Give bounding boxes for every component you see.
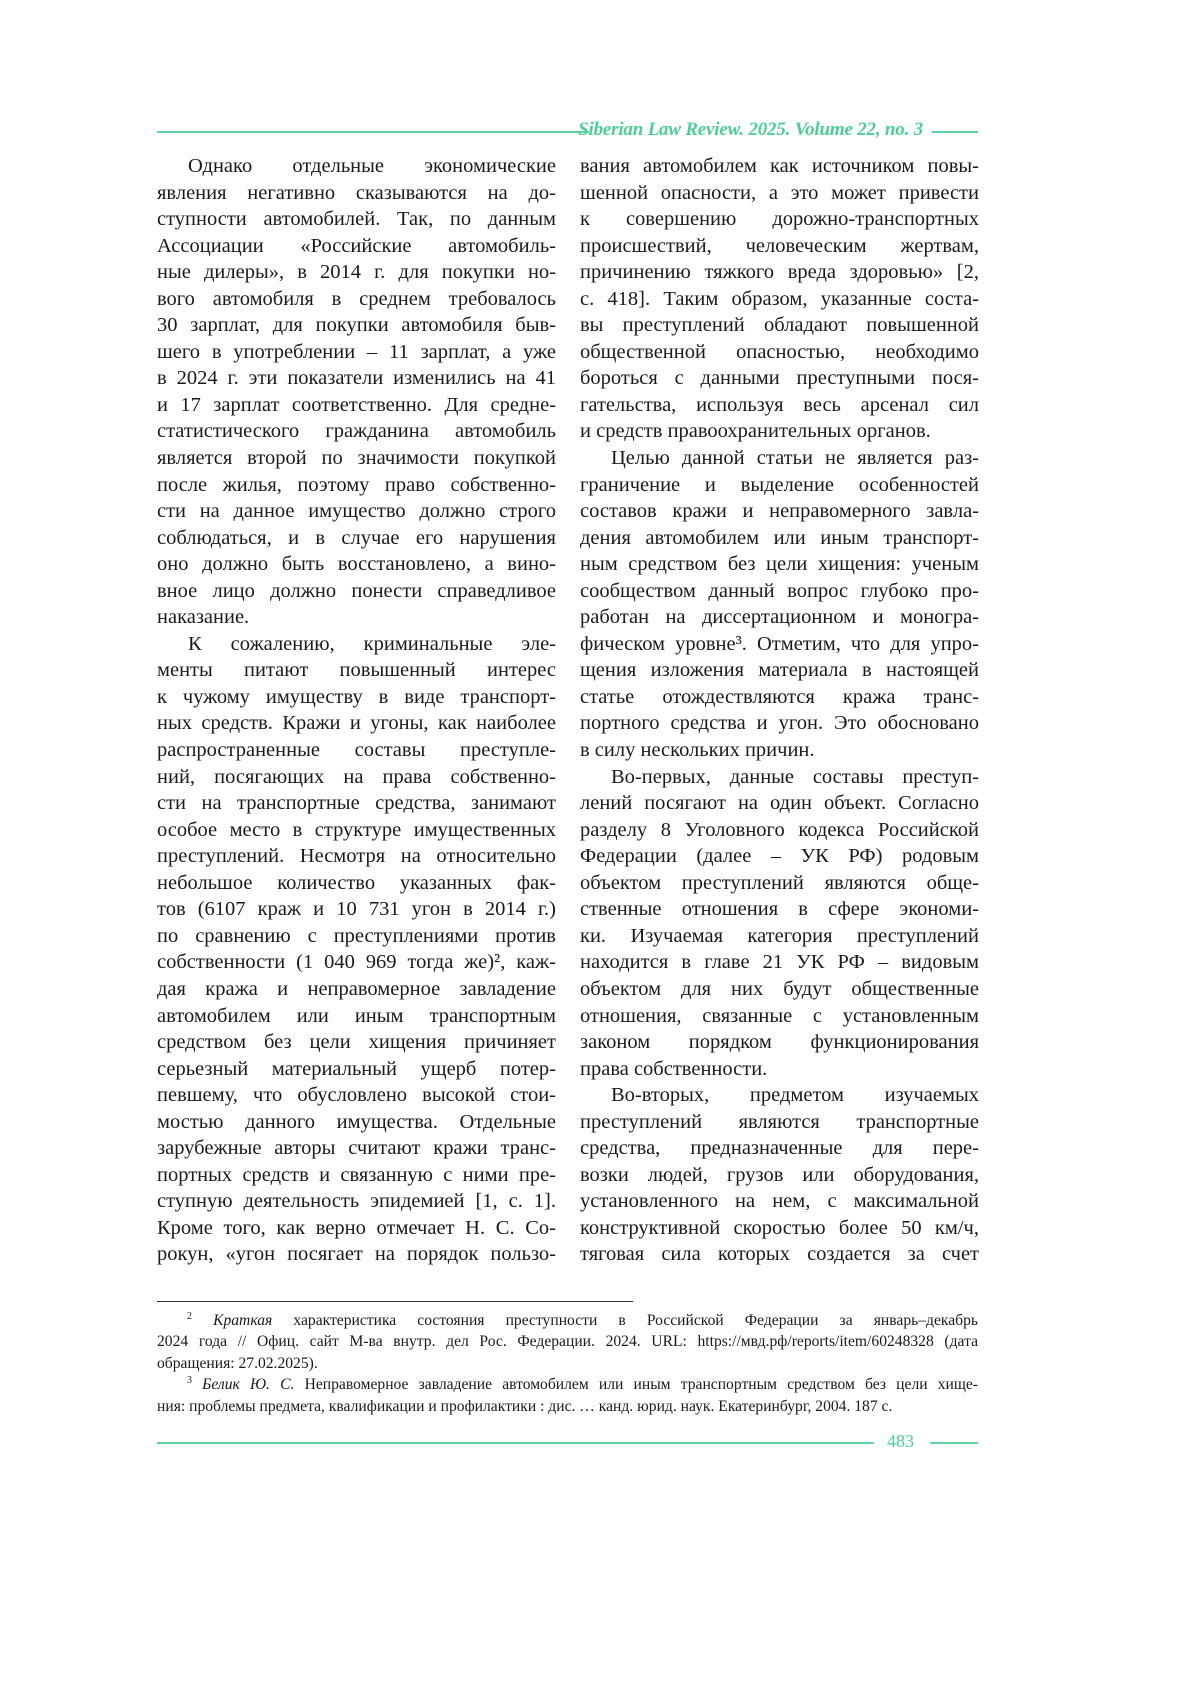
text-line: находится в главе 21 УК РФ – видовым <box>580 949 979 976</box>
text-line: ные дилеры», в 2014 г. для покупки но- <box>157 259 556 286</box>
header-rule-left <box>157 131 589 133</box>
running-header <box>157 119 978 143</box>
text-line: в силу нескольких причин. <box>580 737 979 764</box>
footnote-author: Белик Ю. С. <box>202 1376 294 1393</box>
footnote-line <box>157 1310 978 1331</box>
text-line: щения изложения материала в настоящей <box>580 657 979 684</box>
text-line: ным средством без цели хищения: ученым <box>580 551 979 578</box>
paragraph <box>580 1082 979 1268</box>
text-line: тяговая сила которых создается за счет <box>580 1241 979 1268</box>
page-number: 483 <box>887 1431 914 1452</box>
text-line: портных средств и связанную с ними пре- <box>157 1162 556 1189</box>
text-line: вы преступлений обладают повышенной <box>580 312 979 339</box>
paragraph <box>580 764 979 1083</box>
text-line: Во-первых, данные составы преступ- <box>580 764 979 791</box>
text-line: ки. Изучаемая категория преступлений <box>580 923 979 950</box>
text-line: статистического гражданина автомобиль <box>157 418 556 445</box>
text-line: установленного на нем, с максимальной <box>580 1188 979 1215</box>
text-line: автомобилем или иным транспортным <box>157 1003 556 1030</box>
left-text-column <box>157 153 556 1268</box>
text-line: Однако отдельные экономические <box>157 153 556 180</box>
text-line: Во-вторых, предметом изучаемых <box>580 1082 979 1109</box>
text-line: с. 418]. Таким образом, указанные соста- <box>580 286 979 313</box>
text-line: отношения, связанные с установленным <box>580 1003 979 1030</box>
text-line: небольшое количество указанных фак- <box>157 870 556 897</box>
text-line: вого автомобиля в среднем требовалось <box>157 286 556 313</box>
footnote-separator <box>157 1301 633 1302</box>
footnote-mark: 3 <box>187 1375 192 1386</box>
footnote <box>157 1374 978 1417</box>
paragraph <box>580 445 979 764</box>
text-line: преступлений. Несмотря на относительно <box>157 843 556 870</box>
text-line: объектом преступлений являются обще- <box>580 870 979 897</box>
footnote-mark: 2 <box>187 1311 192 1322</box>
text-line: особое место в структуре имущественных <box>157 817 556 844</box>
text-line: вания автомобилем как источником повы- <box>580 153 979 180</box>
text-line: явления негативно сказываются на до- <box>157 180 556 207</box>
text-line: происшествий, человеческим жертвам, <box>580 233 979 260</box>
text-line: шенной опасности, а это может привести <box>580 180 979 207</box>
text-line: ступную деятельность эпидемией [1, с. 1]. <box>157 1188 556 1215</box>
text-line: Федерации (далее – УК РФ) родовым <box>580 843 979 870</box>
text-line: дения автомобилем или иным транспорт- <box>580 525 979 552</box>
text-line: Ассоциации «Российские автомобиль- <box>157 233 556 260</box>
text-line: ступности автомобилей. Так, по данным <box>157 206 556 233</box>
text-line: и средств правоохранительных органов. <box>580 418 979 445</box>
paragraph <box>157 631 556 1268</box>
text-line: законом порядком функционирования <box>580 1029 979 1056</box>
text-line: зарубежные авторы считают кражи транс- <box>157 1135 556 1162</box>
footer-rule-left <box>157 1442 874 1444</box>
text-line: К сожалению, криминальные эле- <box>157 631 556 658</box>
footnotes <box>157 1310 978 1417</box>
text-line: конструктивной скоростью более 50 км/ч, <box>580 1215 979 1242</box>
text-line: тов (6107 краж и 10 731 угон в 2014 г.) <box>157 896 556 923</box>
text-line: права собственности. <box>580 1056 979 1083</box>
text-line: соблюдаться, и в случае его нарушения <box>157 525 556 552</box>
text-line: является второй по значимости покупкой <box>157 445 556 472</box>
text-line: общественной опасностью, необходимо <box>580 339 979 366</box>
text-line: гательства, используя весь арсенал сил <box>580 392 979 419</box>
footnote-line: 2024 года // Офиц. сайт М-ва внутр. дел Рос. Федерации. 2024. URL: https://мвд.рф/reports/item/60248328 (дата <box>157 1331 978 1352</box>
footnote-text: характеристика состояния преступности в Российской Федерации за январь–декабрь <box>272 1312 978 1329</box>
text-line: сти на транспортные средства, занимают <box>157 790 556 817</box>
paragraph <box>157 153 556 631</box>
text-line: ных средств. Кражи и угоны, как наиболее <box>157 710 556 737</box>
text-line: бороться с данными преступными пося- <box>580 365 979 392</box>
text-line: серьезный материальный ущерб потер- <box>157 1056 556 1083</box>
footnote-author: Краткая <box>213 1312 272 1329</box>
text-line: сти на данное имущество должно строго <box>157 498 556 525</box>
text-line: вное лицо должно понести справедливое <box>157 578 556 605</box>
text-line: разделу 8 Уголовного кодекса Российской <box>580 817 979 844</box>
footnote-line: ния: проблемы предмета, квалификации и профилактики : дис. … канд. юрид. наук. Екатеринбург, 2004. 187 с. <box>157 1396 978 1417</box>
text-line: ний, посягающих на права собственно- <box>157 764 556 791</box>
text-line: после жилья, поэтому право собственно- <box>157 472 556 499</box>
text-line: собственности (1 040 969 тогда же)², каж- <box>157 949 556 976</box>
journal-running-title: Siberian Law Review. 2025. Volume 22, no. 3 <box>578 119 923 141</box>
text-line: певшему, что обусловлено высокой стои- <box>157 1082 556 1109</box>
text-line: граничение и выделение особенностей <box>580 472 979 499</box>
text-line: фическом уровне³. Отметим, что для упро- <box>580 631 979 658</box>
text-line: статье отождествляются кража транс- <box>580 684 979 711</box>
text-line: возки людей, грузов или оборудования, <box>580 1162 979 1189</box>
text-line: оно должно быть восстановлено, а вино- <box>157 551 556 578</box>
text-line: Целью данной статьи не является раз- <box>580 445 979 472</box>
text-line: к совершению дорожно-транспортных <box>580 206 979 233</box>
footnote-line <box>157 1374 978 1395</box>
text-line: и 17 зарплат соответственно. Для средне- <box>157 392 556 419</box>
text-line: работан на диссертационном и моногра- <box>580 604 979 631</box>
text-line: мостью данного имущества. Отдельные <box>157 1109 556 1136</box>
text-line: составов кражи и неправомерного завла- <box>580 498 979 525</box>
text-line: наказание. <box>157 604 556 631</box>
header-rule-right <box>932 131 978 133</box>
text-line: преступлений являются транспортные <box>580 1109 979 1136</box>
text-line: средства, предназначенные для пере- <box>580 1135 979 1162</box>
paragraph <box>580 153 979 445</box>
footer-rule-right <box>930 1442 978 1444</box>
text-line: сообществом данный вопрос глубоко про- <box>580 578 979 605</box>
text-line: менты питают повышенный интерес <box>157 657 556 684</box>
text-line: дая кража и неправомерное завладение <box>157 976 556 1003</box>
text-line: рокун, «угон посягает на порядок пользо- <box>157 1241 556 1268</box>
footnote-line: обращения: 27.02.2025). <box>157 1353 978 1374</box>
text-line: причинению тяжкого вреда здоровью» [2, <box>580 259 979 286</box>
text-line: к чужому имуществу в виде транспорт- <box>157 684 556 711</box>
footnote <box>157 1310 978 1374</box>
text-line: шего в употреблении – 11 зарплат, а уже <box>157 339 556 366</box>
text-line: лений посягают на один объект. Согласно <box>580 790 979 817</box>
text-line: средством без цели хищения причиняет <box>157 1029 556 1056</box>
text-line: ственные отношения в сфере экономи- <box>580 896 979 923</box>
text-line: портного средства и угон. Это обосновано <box>580 710 979 737</box>
footnote-text: Неправомерное завладение автомобилем или иным транспортным средством без цели хище- <box>294 1376 978 1393</box>
text-line: по сравнению с преступлениями против <box>157 923 556 950</box>
text-line: объектом для них будут общественные <box>580 976 979 1003</box>
text-line: Кроме того, как верно отмечает Н. С. Со- <box>157 1215 556 1242</box>
text-line: 30 зарплат, для покупки автомобиля быв- <box>157 312 556 339</box>
page-footer <box>157 1431 978 1455</box>
text-line: распространенные составы преступле- <box>157 737 556 764</box>
text-line: в 2024 г. эти показатели изменились на 41 <box>157 365 556 392</box>
right-text-column <box>580 153 979 1268</box>
